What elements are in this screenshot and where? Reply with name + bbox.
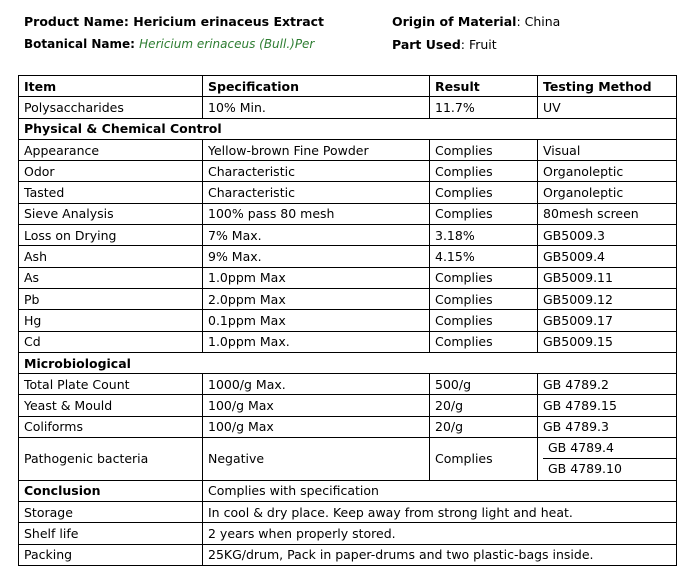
cell-conclusion-value: Complies with specification bbox=[203, 480, 677, 501]
cell-method: Organoleptic bbox=[538, 182, 677, 203]
cell-method: GB 4789.15 bbox=[538, 395, 677, 416]
cell-method: GB 4789.2 bbox=[538, 374, 677, 395]
cell-specification: 1000/g Max. bbox=[203, 374, 430, 395]
origin-label: Origin of Material bbox=[392, 14, 517, 29]
cell-specification: 2.0ppm Max bbox=[203, 288, 430, 309]
table-row bbox=[19, 395, 677, 416]
cell-item: As bbox=[19, 267, 203, 288]
method-line-1: GB 4789.4 bbox=[543, 438, 676, 459]
table-row bbox=[19, 97, 677, 118]
origin-line bbox=[392, 14, 560, 29]
cell-result: Complies bbox=[430, 267, 538, 288]
cell-value: In cool & dry place. Keep away from strong light and heat. bbox=[203, 501, 677, 522]
cell-conclusion-label: Conclusion bbox=[19, 480, 203, 501]
cell-value: 2 years when properly stored. bbox=[203, 523, 677, 544]
cell-result: 3.18% bbox=[430, 225, 538, 246]
cell-item: Tasted bbox=[19, 182, 203, 203]
cell-specification: Characteristic bbox=[203, 182, 430, 203]
cell-method: GB5009.12 bbox=[538, 288, 677, 309]
cell-specification: 10% Min. bbox=[203, 97, 430, 118]
cell-item: Polysaccharides bbox=[19, 97, 203, 118]
cell-method: 80mesh screen bbox=[538, 203, 677, 224]
cell-result: 11.7% bbox=[430, 97, 538, 118]
cell-result: Complies bbox=[430, 161, 538, 182]
table-row bbox=[19, 139, 677, 160]
cell-result: 4.15% bbox=[430, 246, 538, 267]
cell-method: GB5009.15 bbox=[538, 331, 677, 352]
header-testing-method: Testing Method bbox=[538, 76, 677, 97]
cell-item: Ash bbox=[19, 246, 203, 267]
cell-method: GB5009.3 bbox=[538, 225, 677, 246]
table-row bbox=[19, 374, 677, 395]
cell-result: Complies bbox=[430, 288, 538, 309]
cell-method: GB5009.17 bbox=[538, 310, 677, 331]
cell-item: Sieve Analysis bbox=[19, 203, 203, 224]
table-row bbox=[19, 225, 677, 246]
cell-specification: 100% pass 80 mesh bbox=[203, 203, 430, 224]
cell-specification: Negative bbox=[203, 438, 430, 481]
cell-item: Cd bbox=[19, 331, 203, 352]
section-title-microbiological: Microbiological bbox=[19, 352, 677, 373]
cell-method-multi bbox=[538, 438, 677, 481]
table-row bbox=[19, 310, 677, 331]
cell-item: Pb bbox=[19, 288, 203, 309]
method-line-2: GB 4789.10 bbox=[548, 461, 622, 477]
table-row bbox=[19, 182, 677, 203]
cell-result: Complies bbox=[430, 203, 538, 224]
cell-result: Complies bbox=[430, 139, 538, 160]
cell-result: Complies bbox=[430, 310, 538, 331]
section-row-physical bbox=[19, 118, 677, 139]
cell-specification: 7% Max. bbox=[203, 225, 430, 246]
table-row bbox=[19, 267, 677, 288]
cell-result: Complies bbox=[430, 182, 538, 203]
cell-specification: 1.0ppm Max bbox=[203, 267, 430, 288]
product-name-line bbox=[24, 14, 324, 29]
header-result: Result bbox=[430, 76, 538, 97]
cell-item: Pathogenic bacteria bbox=[19, 438, 203, 481]
botanical-name-value: Hericium erinaceus (Bull.)Per bbox=[139, 37, 315, 51]
cell-specification: Yellow-brown Fine Powder bbox=[203, 139, 430, 160]
cell-method: UV bbox=[538, 97, 677, 118]
product-name-value: Hericium erinaceus Extract bbox=[133, 14, 325, 29]
table-row bbox=[19, 416, 677, 437]
document-header bbox=[0, 0, 682, 62]
cell-item: Hg bbox=[19, 310, 203, 331]
cell-result: Complies bbox=[430, 438, 538, 481]
table-row-pathogenic bbox=[19, 438, 677, 481]
cell-item: Appearance bbox=[19, 139, 203, 160]
cell-result: 20/g bbox=[430, 416, 538, 437]
table-row bbox=[19, 288, 677, 309]
cell-value: 25KG/drum, Pack in paper-drums and two plastic-bags inside. bbox=[203, 544, 677, 565]
cell-result: 20/g bbox=[430, 395, 538, 416]
cell-item: Packing bbox=[19, 544, 203, 565]
table-row bbox=[19, 246, 677, 267]
header-item: Item bbox=[19, 76, 203, 97]
table-header-row bbox=[19, 76, 677, 97]
section-title-physical: Physical & Chemical Control bbox=[19, 118, 677, 139]
header-specification: Specification bbox=[203, 76, 430, 97]
cell-item: Shelf life bbox=[19, 523, 203, 544]
botanical-name-label: Botanical Name: bbox=[24, 37, 140, 51]
cell-method: Visual bbox=[538, 139, 677, 160]
cell-specification: 9% Max. bbox=[203, 246, 430, 267]
cell-item: Total Plate Count bbox=[19, 374, 203, 395]
cell-specification: 100/g Max bbox=[203, 416, 430, 437]
section-row-microbiological bbox=[19, 352, 677, 373]
cell-method: GB 4789.3 bbox=[538, 416, 677, 437]
cell-item: Yeast & Mould bbox=[19, 395, 203, 416]
cell-item: Odor bbox=[19, 161, 203, 182]
table-row bbox=[19, 523, 677, 544]
cell-result: 500/g bbox=[430, 374, 538, 395]
cell-specification: 100/g Max bbox=[203, 395, 430, 416]
cell-specification: 1.0ppm Max. bbox=[203, 331, 430, 352]
cell-method: GB5009.11 bbox=[538, 267, 677, 288]
table-row-conclusion bbox=[19, 480, 677, 501]
table-row bbox=[19, 161, 677, 182]
table-row bbox=[19, 501, 677, 522]
product-name-label: Product Name: bbox=[24, 14, 134, 29]
cell-item: Storage bbox=[19, 501, 203, 522]
cell-method: Organoleptic bbox=[538, 161, 677, 182]
table-row bbox=[19, 544, 677, 565]
part-used-label: Part Used bbox=[392, 37, 461, 52]
part-used-value: : Fruit bbox=[460, 37, 497, 52]
cell-specification: Characteristic bbox=[203, 161, 430, 182]
origin-value: : China bbox=[516, 14, 561, 29]
table-row bbox=[19, 203, 677, 224]
table-row bbox=[19, 331, 677, 352]
cell-item: Coliforms bbox=[19, 416, 203, 437]
specification-table bbox=[18, 75, 677, 566]
cell-method: GB5009.4 bbox=[538, 246, 677, 267]
cell-item: Loss on Drying bbox=[19, 225, 203, 246]
cell-specification: 0.1ppm Max bbox=[203, 310, 430, 331]
cell-result: Complies bbox=[430, 331, 538, 352]
botanical-name-line bbox=[24, 37, 314, 51]
part-used-line bbox=[392, 37, 497, 52]
